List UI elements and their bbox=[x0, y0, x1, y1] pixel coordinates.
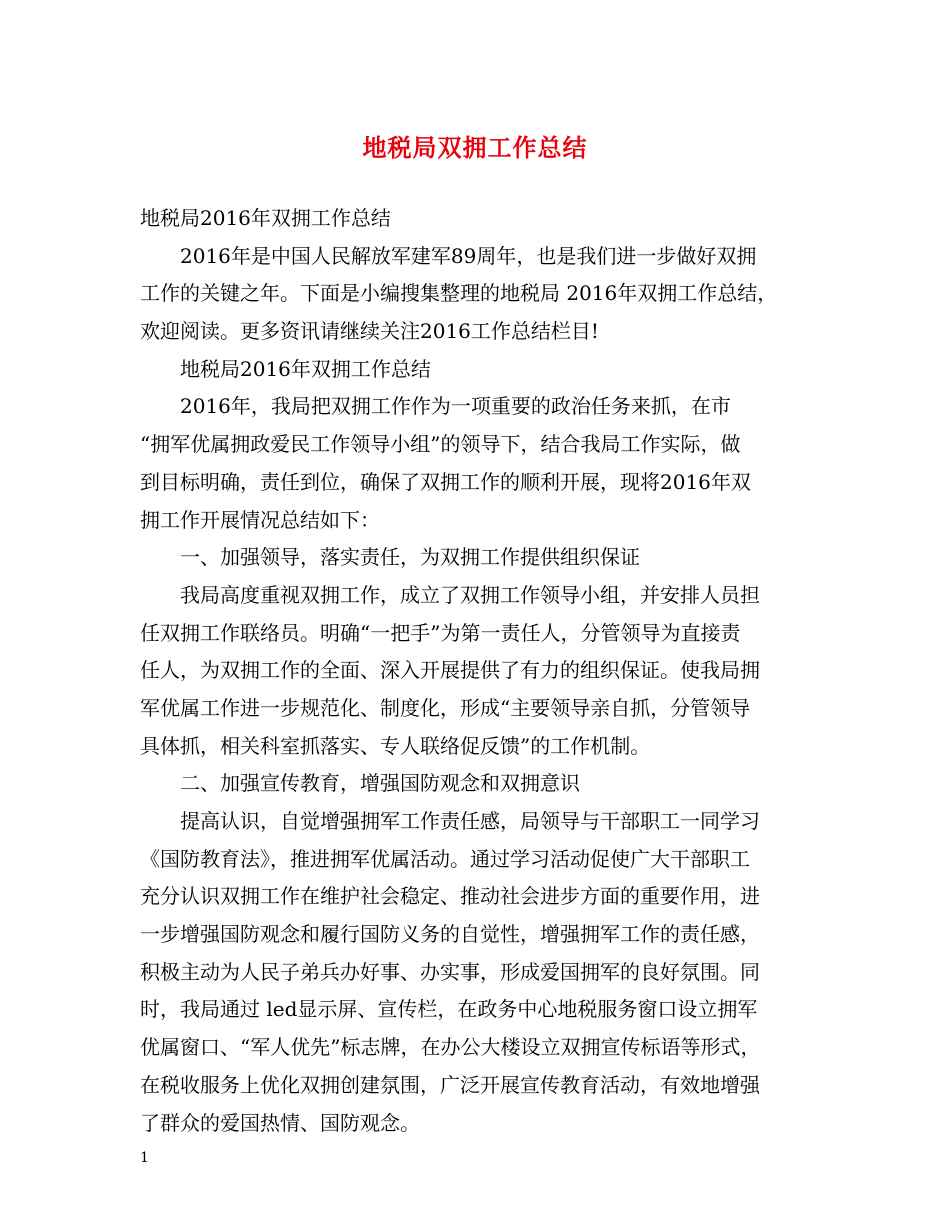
paragraph-line: 拥工作开展情况总结如下： bbox=[140, 507, 380, 532]
paragraph-line: 到目标明确，责任到位，确保了双拥工作的顺利开展，现将2016年双 bbox=[140, 469, 751, 494]
paragraph-line: 积极主动为人民子弟兵办好事、办实事，形成爱国拥军的良好氛围。同 bbox=[140, 959, 760, 984]
section-heading-line: 二、加强宣传教育，增强国防观念和双拥意识 bbox=[180, 771, 580, 796]
paragraph-line: 军优属工作进一步规范化、制度化，形成“主要领导亲自抓，分管领导 bbox=[140, 695, 751, 720]
paragraph-line: 2016年是中国人民解放军建军89周年，也是我们进一步做好双拥 bbox=[180, 243, 757, 268]
paragraph-line: 充分认识双拥工作在维护社会稳定、推动社会进步方面的重要作用，进 bbox=[140, 884, 760, 909]
paragraph-line: 我局高度重视双拥工作，成立了双拥工作领导小组，并安排人员担 bbox=[180, 582, 760, 607]
paragraph-line: 时，我局通过 led显示屏、宣传栏，在政务中心地税服务窗口设立拥军 bbox=[140, 997, 758, 1022]
paragraph-line: 提高认识，自觉增强拥军工作责任感，局领导与干部职工一同学习 bbox=[180, 809, 760, 833]
paragraph-line: 任双拥工作联络员。明确“一把手”为第一责任人，分管领导为直接责 bbox=[140, 620, 741, 645]
paragraph-line: 《国防教育法》，推进拥军优属活动。通过学习活动促使广大干部职工 bbox=[140, 846, 750, 871]
paragraph-line: 优属窗口、“军人优先”标志牌，在办公大楼设立双拥宣传标语等形式， bbox=[140, 1035, 761, 1060]
paragraph-line: 2016年，我局把双拥工作作为一项重要的政治任务来抓，在市 bbox=[180, 394, 731, 419]
paragraph-line: 一步增强国防观念和履行国防义务的自觉性，增强拥军工作的责任感， bbox=[140, 922, 760, 947]
document-body bbox=[140, 200, 820, 1142]
section-heading-line: 地税局2016年双拥工作总结 bbox=[180, 356, 431, 381]
paragraph-line: 工作的关键之年。下面是小编搜集整理的地税局 2016年双拥工作总结， bbox=[140, 281, 778, 306]
paragraph-line: “拥军优属拥政爱民工作领导小组”的领导下，结合我局工作实际，做 bbox=[140, 432, 741, 457]
paragraph-line: 在税收服务上优化双拥创建氛围，广泛开展宣传教育活动，有效地增强 bbox=[140, 1072, 760, 1097]
paragraph-line: 任人，为双拥工作的全面、深入开展提供了有力的组织保证。使我局拥 bbox=[140, 658, 760, 683]
page-number: 1 bbox=[140, 1150, 149, 1166]
paragraph-line: 具体抓，相关科室抓落实、专人联络促反馈”的工作机制。 bbox=[140, 733, 651, 758]
section-heading-line: 一、加强领导，落实责任，为双拥工作提供组织保证 bbox=[180, 545, 640, 570]
document-title: 地税局双拥工作总结 bbox=[362, 133, 588, 162]
subtitle-line: 地税局2016年双拥工作总结 bbox=[140, 206, 391, 230]
paragraph-line: 欢迎阅读。更多资讯请继续关注2016工作总结栏目! bbox=[140, 319, 599, 344]
paragraph-line: 了群众的爱国热情、国防观念。 bbox=[140, 1110, 420, 1135]
